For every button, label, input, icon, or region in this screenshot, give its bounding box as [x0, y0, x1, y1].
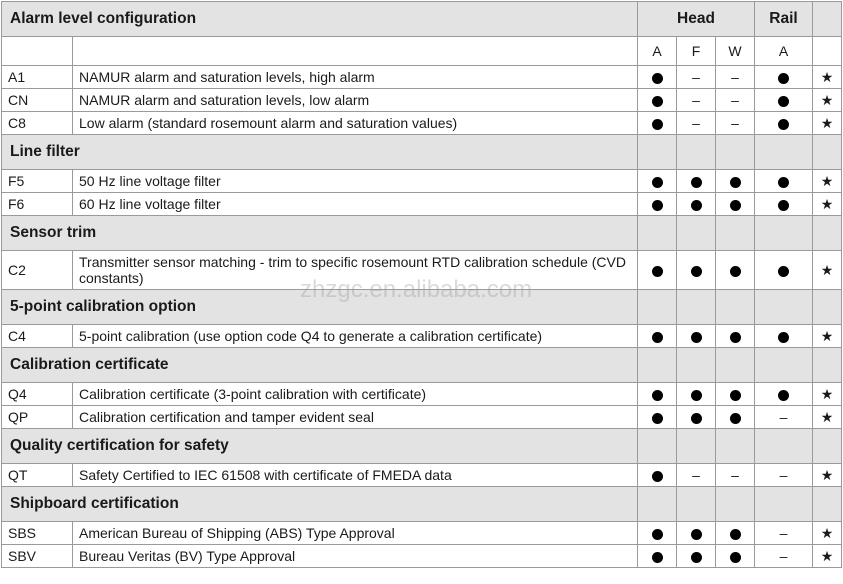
table-row [2, 464, 842, 487]
section-header-row [2, 290, 842, 325]
star-cell [813, 522, 842, 545]
star-icon: ★ [820, 328, 834, 344]
empty-cell [755, 290, 813, 325]
available-dot-icon [652, 200, 663, 211]
star-cell [813, 112, 842, 135]
availability-cell [716, 464, 755, 487]
empty-cell [813, 487, 842, 522]
available-dot-icon [691, 266, 702, 277]
available-dot-icon [652, 471, 663, 482]
availability-cell [638, 325, 677, 348]
star-cell [813, 383, 842, 406]
option-description: American Bureau of Shipping (ABS) Type Approval [73, 522, 638, 545]
empty-cell [755, 429, 813, 464]
table-body [2, 2, 842, 568]
star-cell [813, 170, 842, 193]
table-row [2, 170, 842, 193]
availability-cell [638, 89, 677, 112]
empty-header-cell [813, 2, 842, 37]
availability-cell [716, 545, 755, 568]
section-header-row [2, 348, 842, 383]
availability-cell [755, 406, 813, 429]
availability-cell [755, 545, 813, 568]
empty-cell [813, 216, 842, 251]
option-code: C8 [2, 112, 73, 135]
not-available-dash: – [692, 115, 700, 131]
availability-cell [638, 545, 677, 568]
availability-cell [716, 383, 755, 406]
section-title: Alarm level configuration [2, 2, 638, 37]
available-dot-icon [730, 529, 741, 540]
option-code: F6 [2, 193, 73, 216]
option-code: A1 [2, 66, 73, 89]
option-code: CN [2, 89, 73, 112]
availability-cell [716, 89, 755, 112]
availability-cell [638, 112, 677, 135]
table-header-row [2, 2, 842, 37]
empty-cell [677, 290, 716, 325]
empty-cell [716, 487, 755, 522]
available-dot-icon [652, 552, 663, 563]
available-dot-icon [652, 177, 663, 188]
available-dot-icon [778, 266, 789, 277]
star-cell [813, 251, 842, 290]
rail-group-header: Rail [755, 2, 813, 37]
star-icon: ★ [820, 115, 834, 131]
empty-cell [813, 290, 842, 325]
available-dot-icon [778, 390, 789, 401]
star-cell [813, 66, 842, 89]
star-icon: ★ [820, 262, 834, 278]
head-group-header: Head [638, 2, 755, 37]
table-row [2, 112, 842, 135]
availability-cell [755, 193, 813, 216]
star-icon: ★ [820, 548, 834, 564]
empty-cell [813, 37, 842, 66]
available-dot-icon [691, 390, 702, 401]
not-available-dash: – [779, 548, 788, 564]
empty-cell [813, 135, 842, 170]
empty-cell [638, 487, 677, 522]
empty-cell [677, 487, 716, 522]
available-dot-icon [730, 266, 741, 277]
empty-cell [716, 348, 755, 383]
section-title: Shipboard certification [2, 487, 638, 522]
option-code: QT [2, 464, 73, 487]
option-code: QP [2, 406, 73, 429]
table-row [2, 251, 842, 290]
option-code: Q4 [2, 383, 73, 406]
star-cell [813, 325, 842, 348]
availability-cell [677, 464, 716, 487]
availability-cell [638, 193, 677, 216]
table-row [2, 522, 842, 545]
available-dot-icon [691, 552, 702, 563]
option-description: 60 Hz line voltage filter [73, 193, 638, 216]
empty-cell [2, 37, 73, 66]
available-dot-icon [778, 96, 789, 107]
availability-cell [755, 325, 813, 348]
option-codes-table [1, 1, 842, 568]
sub-header-rail-a: A [755, 37, 813, 66]
empty-cell [638, 290, 677, 325]
availability-cell [755, 383, 813, 406]
star-icon: ★ [820, 92, 834, 108]
section-header-row [2, 429, 842, 464]
section-title: Quality certification for safety [2, 429, 638, 464]
empty-cell [677, 348, 716, 383]
star-icon: ★ [820, 467, 834, 483]
table-row [2, 193, 842, 216]
empty-cell [813, 429, 842, 464]
availability-cell [677, 522, 716, 545]
option-description: Bureau Veritas (BV) Type Approval [73, 545, 638, 568]
watermark: zhzgc.en.alibaba.com [300, 276, 533, 303]
section-title: Calibration certificate [2, 348, 638, 383]
option-description: NAMUR alarm and saturation levels, high alarm [73, 66, 638, 89]
available-dot-icon [730, 177, 741, 188]
option-description: Calibration certification and tamper evident seal [73, 406, 638, 429]
available-dot-icon [652, 266, 663, 277]
star-cell [813, 406, 842, 429]
empty-cell [755, 216, 813, 251]
not-available-dash: – [692, 467, 700, 483]
availability-cell [755, 112, 813, 135]
option-code: C2 [2, 251, 73, 290]
table-row [2, 545, 842, 568]
not-available-dash: – [779, 409, 788, 425]
empty-cell [755, 487, 813, 522]
available-dot-icon [730, 552, 741, 563]
availability-cell [677, 193, 716, 216]
availability-cell [677, 545, 716, 568]
availability-cell [638, 464, 677, 487]
empty-cell [638, 216, 677, 251]
empty-cell [638, 429, 677, 464]
availability-cell [638, 66, 677, 89]
section-header-row [2, 216, 842, 251]
available-dot-icon [691, 529, 702, 540]
available-dot-icon [691, 413, 702, 424]
star-icon: ★ [820, 196, 834, 212]
section-title: Line filter [2, 135, 638, 170]
availability-cell [677, 251, 716, 290]
available-dot-icon [652, 529, 663, 540]
empty-cell [755, 348, 813, 383]
available-dot-icon [778, 332, 789, 343]
option-code: F5 [2, 170, 73, 193]
availability-cell [638, 522, 677, 545]
availability-cell [638, 383, 677, 406]
empty-cell [677, 135, 716, 170]
availability-cell [638, 251, 677, 290]
available-dot-icon [778, 73, 789, 84]
availability-cell [755, 66, 813, 89]
empty-cell [73, 37, 638, 66]
empty-cell [716, 290, 755, 325]
availability-cell [716, 66, 755, 89]
option-description: Calibration certificate (3-point calibration with certificate) [73, 383, 638, 406]
available-dot-icon [730, 413, 741, 424]
star-icon: ★ [820, 69, 834, 85]
not-available-dash: – [779, 525, 788, 541]
availability-cell [755, 522, 813, 545]
empty-cell [716, 429, 755, 464]
option-description: NAMUR alarm and saturation levels, low alarm [73, 89, 638, 112]
not-available-dash: – [731, 69, 739, 85]
section-header-row [2, 135, 842, 170]
empty-cell [813, 348, 842, 383]
available-dot-icon [730, 332, 741, 343]
available-dot-icon [652, 96, 663, 107]
availability-cell [677, 89, 716, 112]
star-cell [813, 193, 842, 216]
availability-cell [638, 170, 677, 193]
availability-cell [755, 251, 813, 290]
table-row [2, 383, 842, 406]
table-row [2, 406, 842, 429]
star-cell [813, 545, 842, 568]
available-dot-icon [730, 390, 741, 401]
empty-cell [755, 135, 813, 170]
available-dot-icon [730, 200, 741, 211]
sub-header-head-f: F [677, 37, 716, 66]
availability-cell [677, 66, 716, 89]
available-dot-icon [778, 200, 789, 211]
available-dot-icon [778, 119, 789, 130]
availability-cell [677, 406, 716, 429]
availability-cell [716, 193, 755, 216]
availability-cell [716, 112, 755, 135]
not-available-dash: – [731, 92, 739, 108]
star-cell [813, 464, 842, 487]
option-description: Low alarm (standard rosemount alarm and saturation values) [73, 112, 638, 135]
availability-cell [677, 170, 716, 193]
available-dot-icon [691, 177, 702, 188]
empty-cell [677, 216, 716, 251]
available-dot-icon [652, 332, 663, 343]
availability-cell [716, 325, 755, 348]
sub-header-row [2, 37, 842, 66]
empty-cell [677, 429, 716, 464]
table-row [2, 89, 842, 112]
available-dot-icon [652, 73, 663, 84]
empty-cell [716, 216, 755, 251]
availability-cell [677, 112, 716, 135]
available-dot-icon [652, 413, 663, 424]
option-description: 5-point calibration (use option code Q4 to generate a calibration certificate) [73, 325, 638, 348]
star-icon: ★ [820, 525, 834, 541]
availability-cell [677, 383, 716, 406]
availability-cell [638, 406, 677, 429]
star-icon: ★ [820, 173, 834, 189]
star-icon: ★ [820, 409, 834, 425]
option-description: 50 Hz line voltage filter [73, 170, 638, 193]
star-cell [813, 89, 842, 112]
option-description: Safety Certified to IEC 61508 with certificate of FMEDA data [73, 464, 638, 487]
availability-cell [755, 464, 813, 487]
option-code: C4 [2, 325, 73, 348]
table-row [2, 66, 842, 89]
section-header-row [2, 487, 842, 522]
table-row [2, 325, 842, 348]
option-description: Transmitter sensor matching - trim to specific rosemount RTD calibration schedule (CVD constants) [73, 251, 638, 290]
available-dot-icon [778, 177, 789, 188]
not-available-dash: – [692, 69, 700, 85]
empty-cell [638, 348, 677, 383]
empty-cell [638, 135, 677, 170]
sub-header-head-w: W [716, 37, 755, 66]
available-dot-icon [691, 332, 702, 343]
available-dot-icon [652, 119, 663, 130]
availability-cell [716, 406, 755, 429]
not-available-dash: – [779, 467, 788, 483]
option-code: SBS [2, 522, 73, 545]
not-available-dash: – [731, 115, 739, 131]
section-title: Sensor trim [2, 216, 638, 251]
availability-cell [716, 522, 755, 545]
not-available-dash: – [731, 467, 739, 483]
not-available-dash: – [692, 92, 700, 108]
available-dot-icon [652, 390, 663, 401]
available-dot-icon [691, 200, 702, 211]
empty-cell [716, 135, 755, 170]
option-code: SBV [2, 545, 73, 568]
section-title: 5-point calibration option [2, 290, 638, 325]
availability-cell [677, 325, 716, 348]
availability-cell [716, 170, 755, 193]
availability-cell [755, 89, 813, 112]
sub-header-head-a: A [638, 37, 677, 66]
availability-cell [755, 170, 813, 193]
availability-cell [716, 251, 755, 290]
star-icon: ★ [820, 386, 834, 402]
